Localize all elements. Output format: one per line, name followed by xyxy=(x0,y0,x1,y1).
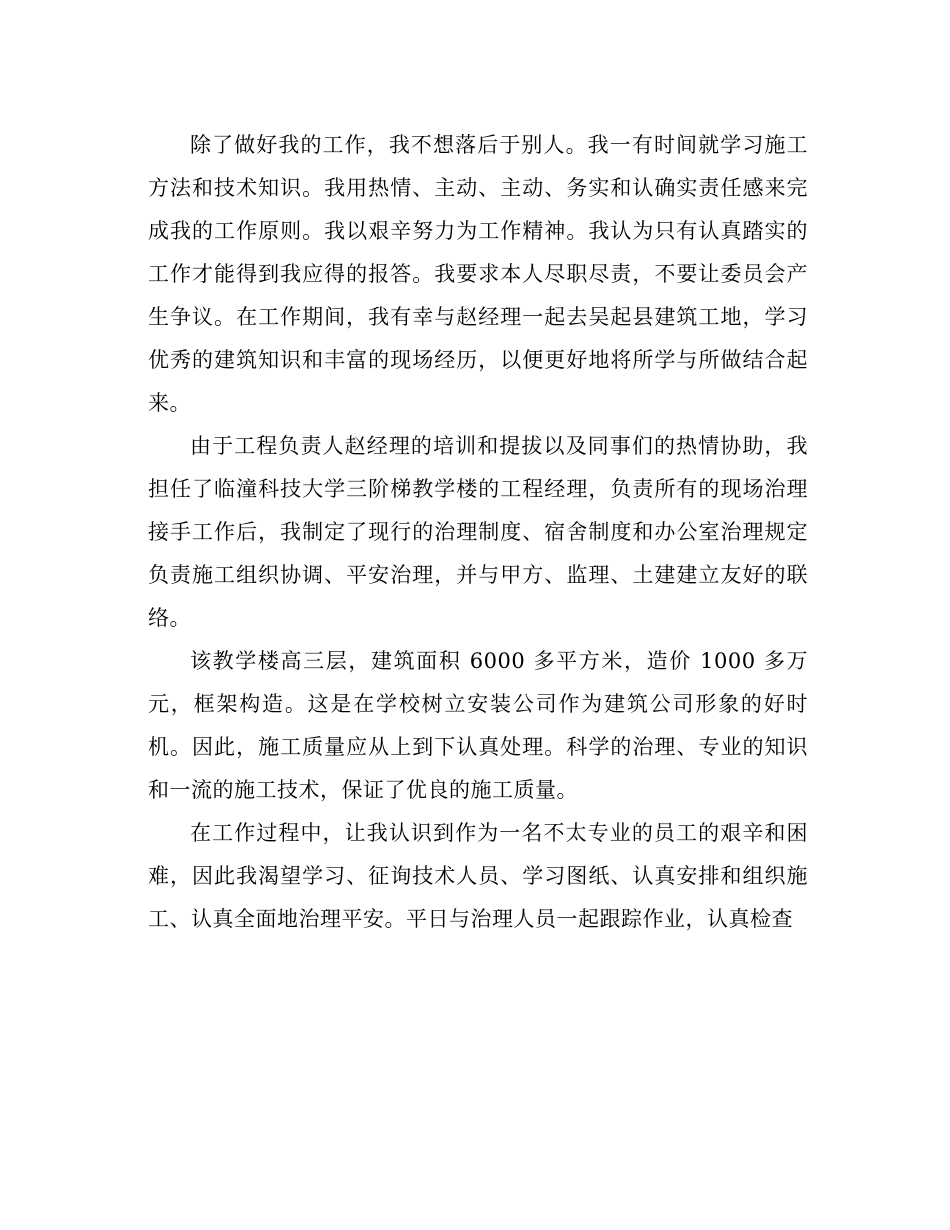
paragraph-3: 该教学楼高三层，建筑面积 6000 多平方米，造价 1000 多万元，框架构造。这是在学校树立安装公司作为建筑公司形象的好时机。因此，施工质量应从上到下认真处理。科学的治理、专业的知识和一流的施工技术，保证了优良的施工质量。 xyxy=(148,649,808,802)
paragraph-4: 在工作过程中，让我认识到作为一名不太专业的员工的艰辛和困难，因此我渴望学习、征询技术人员、学习图纸、认真安排和组织施工、认真全面地治理平安。平日与治理人员一起跟踪作业，认真检查 xyxy=(148,821,808,931)
paragraph-2: 由于工程负责人赵经理的培训和提拔以及同事们的热情协助，我担任了临潼科技大学三阶梯教学楼的工程经理，负责所有的现场治理接手工作后，我制定了现行的治理制度、宿舍制度和办公室治理规定负责施工组织协调、平安治理，并与甲方、监理、土建建立友好的联络。 xyxy=(148,434,808,630)
document-body xyxy=(148,124,808,941)
paragraph-1: 除了做好我的工作，我不想落后于别人。我一有时间就学习施工方法和技术知识。我用热情、主动、主动、务实和认确实责任感来完成我的工作原则。我以艰辛努力为工作精神。我认为只有认真踏实的工作才能得到我应得的报答。我要求本人尽职尽责，不要让委员会产生争议。在工作期间，我有幸与赵经理一起去吴起县建筑工地，学习优秀的建筑知识和丰富的现场经历，以便更好地将所学与所做结合起来。 xyxy=(148,133,808,415)
